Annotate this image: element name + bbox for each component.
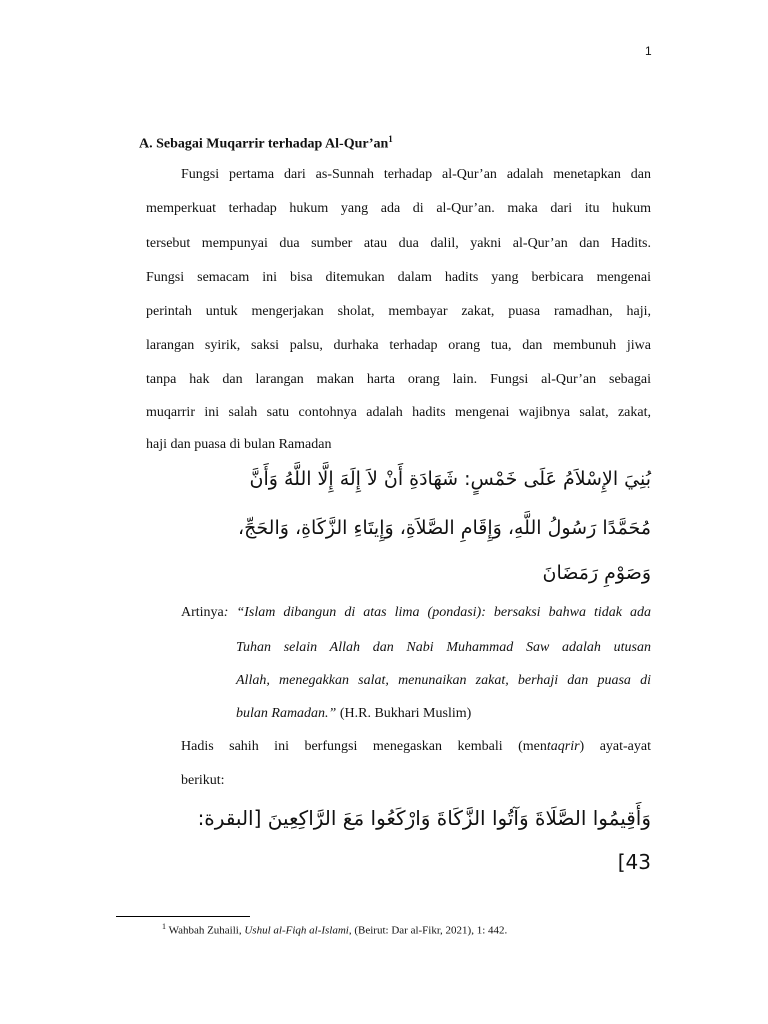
paragraph1-line: Fungsi pertama dari as-Sunnah terhadap al-Qur’an adalah menetapkan dan <box>181 167 651 182</box>
paragraph2-text: Hadis sahih ini berfungsi menegaskan kembali (men <box>181 739 547 754</box>
translation-first-line: “Islam dibangun di atas lima (pondasi): bersaksi bahwa tidak ada <box>236 605 652 620</box>
quran-arabic-line: 43] <box>617 850 651 874</box>
hadith-source: (H.R. Bukhari Muslim) <box>339 706 472 721</box>
paragraph2-italic: taqrir <box>546 739 580 754</box>
page-number: 1 <box>645 44 652 58</box>
translation-line: Allah, menegakkan salat, menunaikan zakat, berhaji dan puasa di <box>236 673 651 688</box>
translation-last-line: bulan Ramadan.” <box>236 706 337 721</box>
translation-label-colon: : <box>223 605 229 620</box>
section-heading-text: A. Sebagai Muqarrir terhadap Al-Qur’an <box>139 136 389 152</box>
hadith-arabic-line: بُنِيَ الإِسْلاَمُ عَلَى خَمْسٍ: شَهَادَةِ أَنْ لاَ إِلَهَ إِلَّا اللَّهُ وَأَنَّ <box>249 468 651 490</box>
translation-line <box>236 706 651 722</box>
footnote-author: Wahbah Zuhaili, <box>168 924 245 937</box>
quran-arabic-line: وَأَقِيمُوا الصَّلَاةَ وَآتُوا الزَّكَاةَ وَارْكَعُوا مَعَ الرَّاكِعِينَ [البقرة: <box>197 806 651 830</box>
paragraph1-line: tersebut mempunyai dua sumber atau dua dalil, yakni al-Qur’an dan Hadits. <box>146 236 651 251</box>
footnote-number: 1 <box>162 922 166 931</box>
section-heading <box>139 134 393 153</box>
footnote-title: Ushul al-Fiqh al-Islami <box>244 924 349 937</box>
paragraph2-line <box>181 739 651 755</box>
paragraph1-line: muqarrir ini salah satu contohnya adalah hadits mengenai wajibnya salat, zakat, <box>146 405 651 420</box>
paragraph1-line: perintah untuk mengerjakan sholat, membayar zakat, puasa ramadhan, haji, <box>146 304 651 319</box>
paragraph1-line: Fungsi semacam ini bisa ditemukan dalam hadits yang berbicara mengenai <box>146 270 651 285</box>
footnote <box>162 922 507 937</box>
footnote-ref: 1 <box>388 134 393 144</box>
paragraph1-line: haji dan puasa di bulan Ramadan <box>146 437 332 452</box>
translation-line <box>181 605 651 621</box>
footnote-rest: , (Beirut: Dar al-Fikr, 2021), 1: 442. <box>348 924 508 937</box>
hadith-arabic-line: مُحَمَّدًا رَسُولُ اللَّهِ، وَإِقَامِ الصَّلاَةِ، وَإِيتَاءِ الزَّكَاةِ، وَالحَجِّ، <box>238 517 651 539</box>
translation-label: Artinya <box>181 605 224 620</box>
footnote-separator <box>116 916 250 917</box>
paragraph2-text-after: ) ayat-ayat <box>579 739 651 754</box>
paragraph1-line: memperkuat terhadap hukum yang ada di al-Qur’an. maka dari itu hukum <box>146 201 651 216</box>
translation-line: Tuhan selain Allah dan Nabi Muhammad Saw adalah utusan <box>236 640 651 655</box>
paragraph2-line: berikut: <box>181 773 225 788</box>
paragraph1-line: larangan syirik, saksi palsu, durhaka terhadap orang tua, dan membunuh jiwa <box>146 338 651 353</box>
paragraph1-line: tanpa hak dan larangan makan harta orang lain. Fungsi al-Qur’an sebagai <box>146 372 651 387</box>
hadith-arabic-line: وَصَوْمِ رَمَضَانَ <box>542 562 651 584</box>
